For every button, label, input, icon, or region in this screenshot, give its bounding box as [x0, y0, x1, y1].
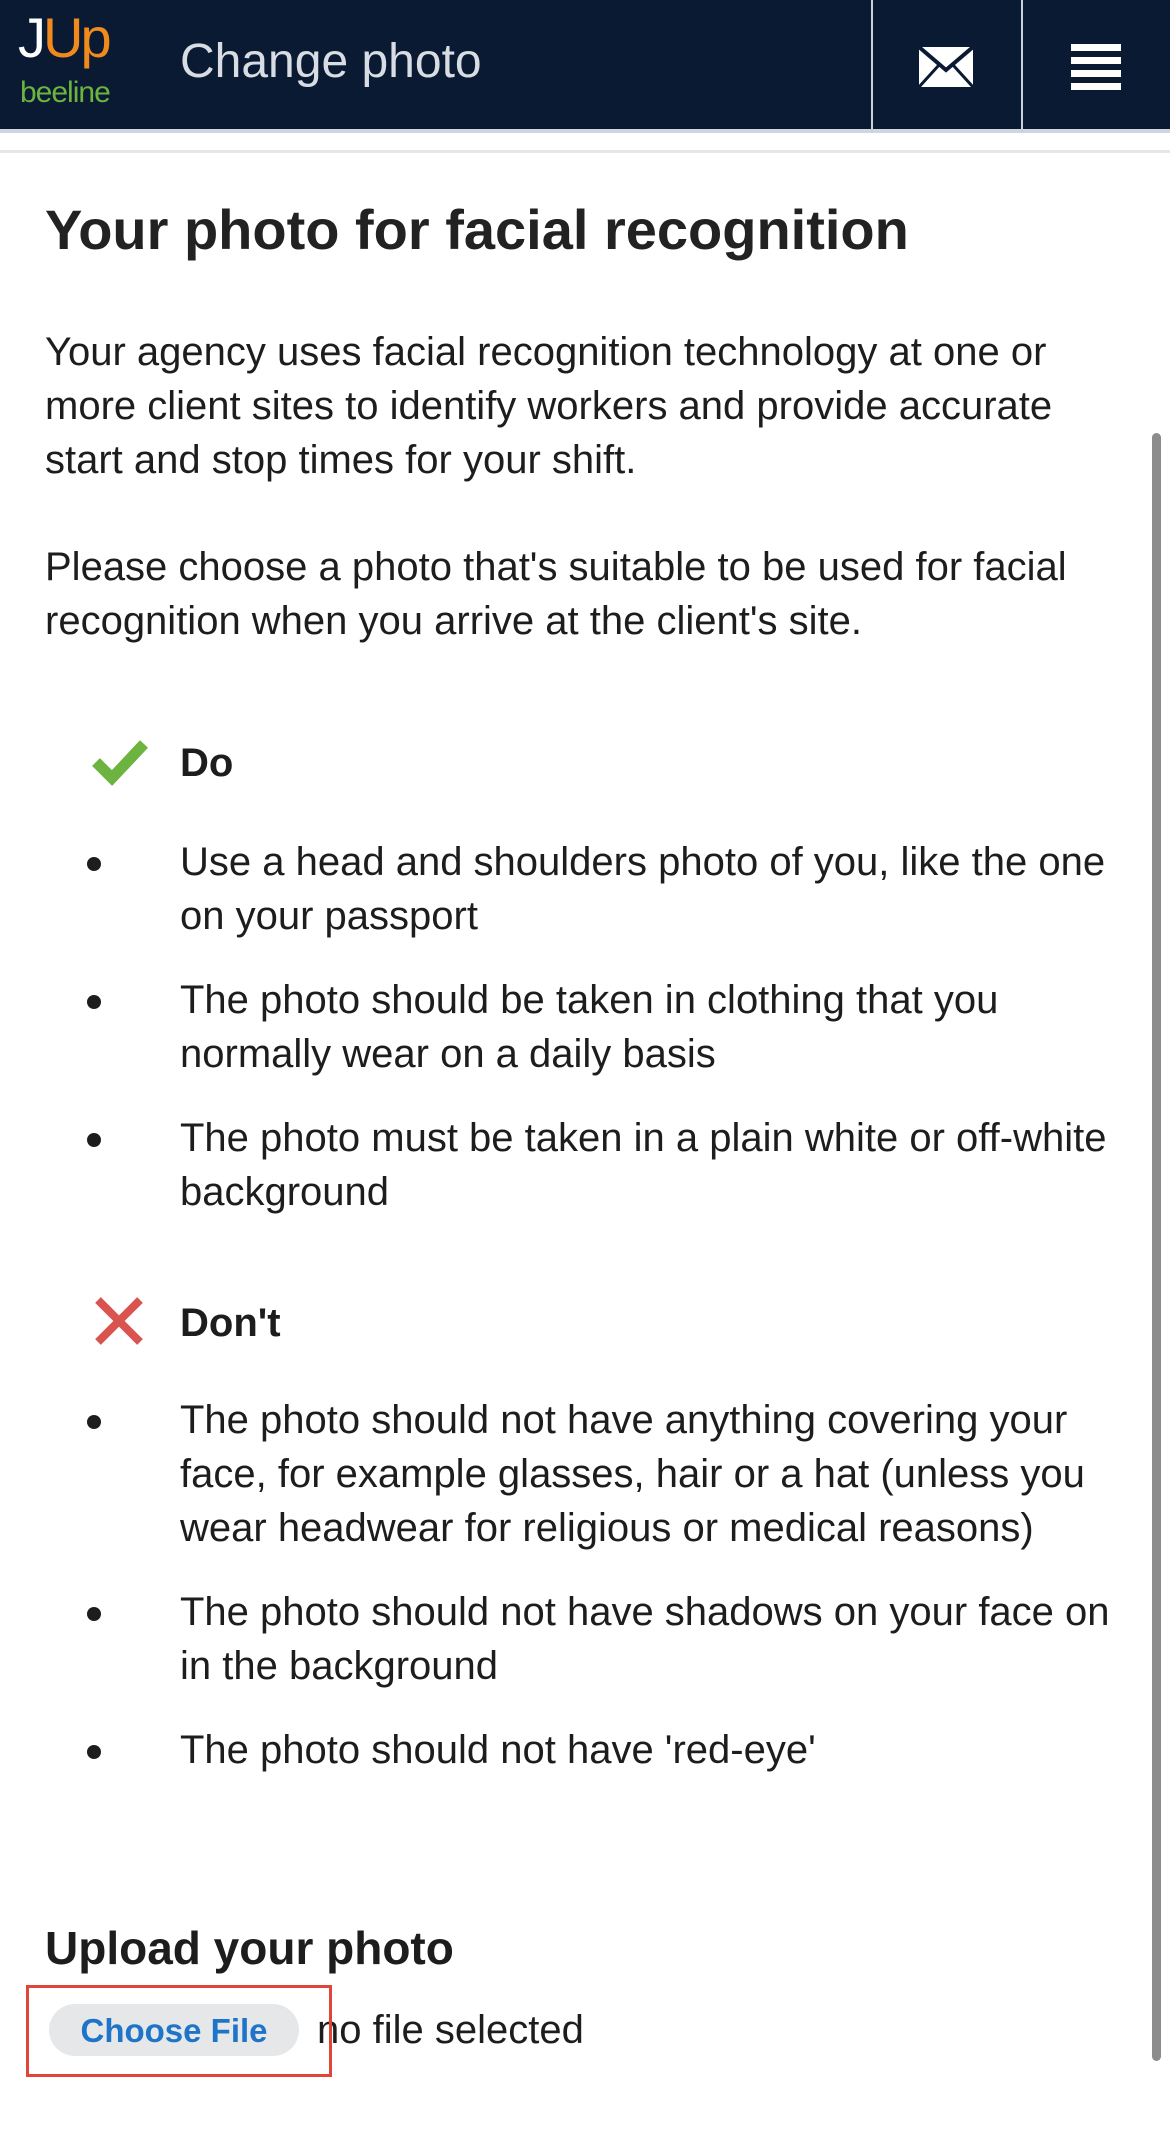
logo-letters-up: Up	[43, 6, 109, 69]
bullet-dot	[87, 995, 101, 1009]
bullet-dot	[87, 1745, 101, 1759]
bullet-dot	[87, 1133, 101, 1147]
logo-letter-j: J	[18, 6, 43, 69]
dont-section-heading	[45, 1292, 1045, 1352]
intro-paragraph: Your agency uses facial recognition technology at one or more client sites to identify workers and provide accurate start and stop times for your shift.	[45, 330, 1053, 482]
checkmark-icon	[90, 732, 150, 792]
do-list	[45, 835, 1125, 1249]
highlight-annotation-box	[26, 1985, 332, 2077]
bullet-dot	[87, 857, 101, 871]
list-item	[45, 1393, 1125, 1555]
file-status-text: no file selected	[317, 2008, 584, 2052]
messages-button[interactable]	[871, 0, 1019, 133]
logo-wordmark	[18, 8, 109, 68]
logo-beeline: beeline	[20, 76, 110, 109]
list-item	[45, 835, 1125, 943]
cross-icon	[90, 1292, 150, 1352]
hamburger-menu-icon	[1071, 44, 1121, 90]
do-item-text: The photo must be taken in a plain white or off-white background	[180, 1116, 1107, 1214]
dont-label: Don't	[180, 1301, 281, 1345]
bullet-dot	[87, 1607, 101, 1621]
menu-button[interactable]	[1021, 0, 1169, 133]
dont-item-text: The photo should not have anything covering your face, for example glasses, hair or a hat (unless you wear headwear for religious or medical reasons)	[180, 1398, 1085, 1550]
do-item-text: Use a head and shoulders photo of you, like the one on your passport	[180, 840, 1106, 938]
page-header-title: Change photo	[180, 35, 482, 88]
page-title: Your photo for facial recognition	[45, 198, 909, 261]
mail-icon	[919, 47, 973, 87]
do-label: Do	[180, 741, 234, 785]
instruction-paragraph: Please choose a photo that's suitable to be used for facial recognition when you arrive at the client's site.	[45, 545, 1067, 643]
list-item	[45, 1585, 1125, 1693]
bullet-dot	[87, 1415, 101, 1429]
upload-section-title: Upload your photo	[45, 1922, 454, 1974]
list-item	[45, 1723, 1125, 1777]
list-item	[45, 1111, 1125, 1219]
list-item	[45, 973, 1125, 1081]
dont-list	[45, 1393, 1125, 1807]
app-header	[0, 0, 1170, 133]
jup-beeline-logo	[18, 6, 138, 116]
header-divider	[0, 150, 1170, 153]
dont-item-text: The photo should not have 'red-eye'	[180, 1728, 816, 1772]
do-item-text: The photo should be taken in clothing that you normally wear on a daily basis	[180, 978, 999, 1076]
dont-item-text: The photo should not have shadows on your face on in the background	[180, 1590, 1110, 1688]
do-section-heading	[45, 732, 1045, 792]
choose-file-button[interactable]: Choose File	[49, 2004, 299, 2056]
vertical-scrollbar[interactable]	[1152, 433, 1161, 2061]
